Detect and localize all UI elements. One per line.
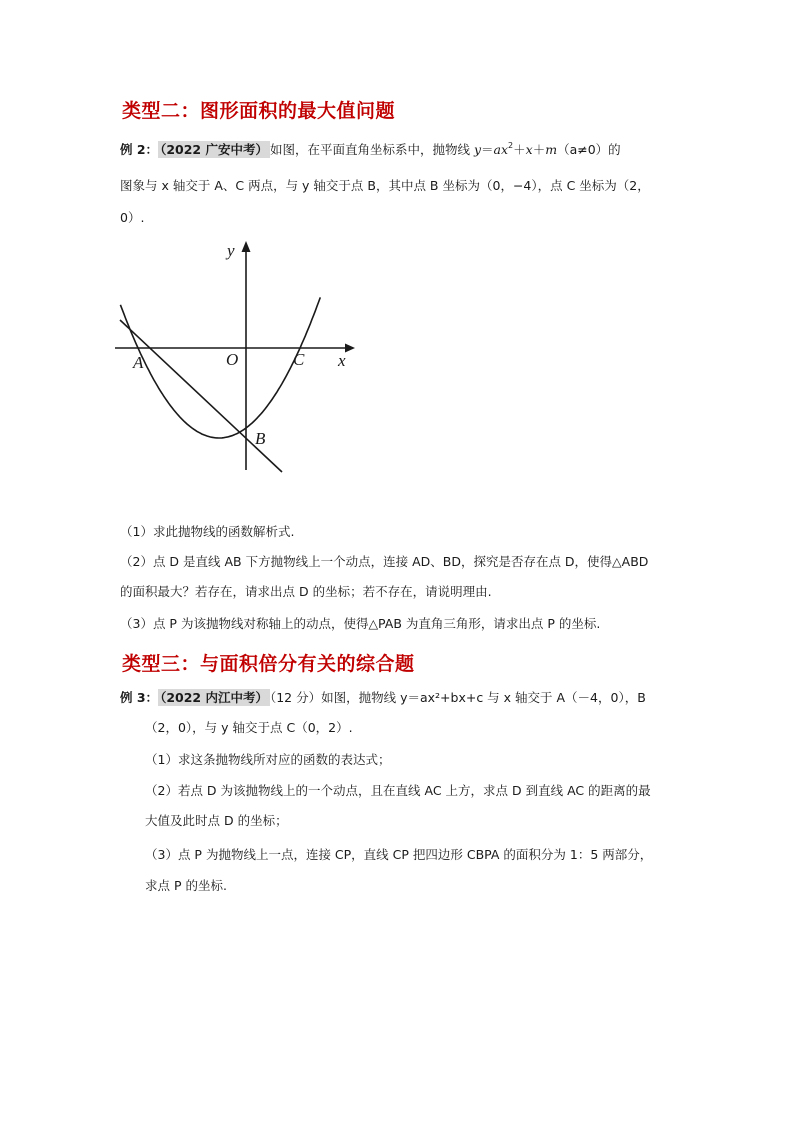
example3-text: （12 分）如图，抛物线 y＝ax²+bx+c 与 x 轴交于 A（－4，0），B [269,690,646,705]
example3-source-tag: （2022 内江中考） [160,690,268,705]
y-axis-arrow [242,241,251,252]
eq-plus2: ＋ [532,142,546,157]
example2-question1: （1）求此抛物线的函数解析式. [120,524,295,539]
eq-x: x [525,142,533,157]
example2-question2a: （2）点 D 是直线 AB 下方抛物线上一个动点，连接 AD、BD，探究是否存在点 D，使得△ABD [120,554,649,569]
example3-line2: （2，0），与 y 轴交于点 C（0，2）. [145,720,353,735]
x-axis-arrow [345,344,355,353]
label-o: O [226,350,239,369]
eq-y: y [473,142,482,157]
example2-source-tag: （2022 广安中考） [160,142,268,157]
parabola-curve [120,297,320,438]
eq-m: m [545,142,558,157]
eq-equals: ＝ [481,142,494,157]
eq-ax: ax [493,142,509,157]
example3-line1 [120,689,646,707]
label-a: A [133,353,144,372]
label-b: B [255,429,266,448]
eq-plus1: ＋ [513,142,526,157]
example3-question3b: 求点 P 的坐标. [145,878,227,893]
example2-line1 [120,141,621,159]
example2-question2b: 的面积最大？若存在，请求出点 D 的坐标；若不存在，请说明理由. [120,584,492,599]
line-ab [120,320,282,472]
example2-label: 例 2： [120,142,159,157]
example3-question2a: （2）若点 D 为该抛物线上的一个动点，且在直线 AC 上方，求点 D 到直线 AC 的距离的最 [145,783,651,798]
example3-question3a: （3）点 P 为抛物线上一点，连接 CP，直线 CP 把四边形 CBPA 的面积分为 1：5 两部分， [145,847,653,862]
eq-condition: （a≠0）的 [557,142,621,157]
eq-exponent: 2 [508,141,514,150]
section-heading-type3: 类型三：与面积倍分有关的综合题 [122,653,415,675]
example2-text-a: 如图，在平面直角坐标系中，抛物线 [269,142,474,157]
label-c: C [293,350,305,369]
section-heading-type2: 类型二：图形面积的最大值问题 [122,100,396,122]
example2-line3: 0）. [120,210,145,225]
example3-question2b: 大值及此时点 D 的坐标； [145,813,288,828]
label-y: y [227,241,235,260]
example2-line2: 图象与 x 轴交于 A、C 两点，与 y 轴交于点 B，其中点 B 坐标为（0，−4），点 C 坐标为（2， [120,178,650,193]
parabola-figure [112,238,362,478]
example2-question3: （3）点 P 为该抛物线对称轴上的动点，使得△PAB 为直角三角形，请求出点 P 的坐标. [120,616,601,631]
example3-question1: （1）求这条抛物线所对应的函数的表达式； [145,752,391,767]
example3-label: 例 3： [120,690,159,705]
label-x: x [338,351,346,370]
